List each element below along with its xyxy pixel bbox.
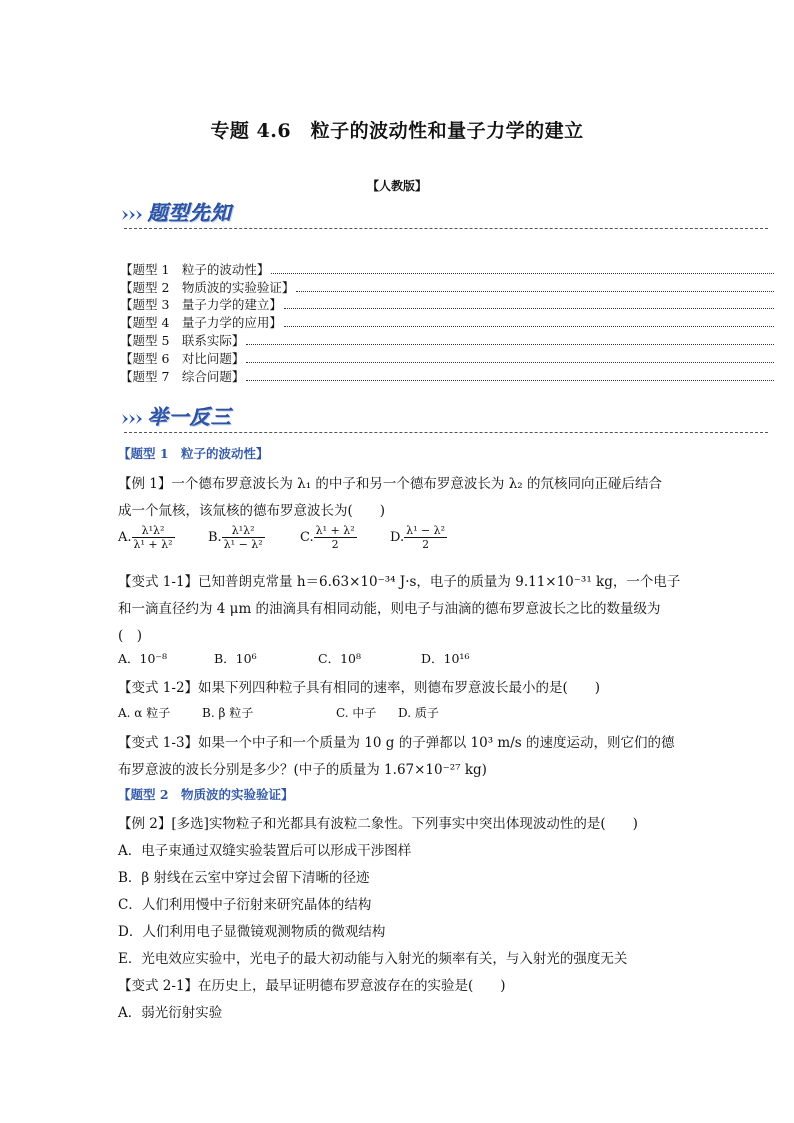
page-title: 专题 4.6 粒子的波动性和量子力学的建立 [210,120,584,142]
question-type-header: 【题型 2 物质波的实验验证】 [118,787,294,802]
variant-1-2-option: C. 中子 [336,706,377,720]
variant-1-1-text: 和一滴直径约为 4 μm 的油滴具有相同动能，则电子与油滴的德布罗意波长之比的数量级为 [118,601,661,617]
section-banner-2 [118,404,768,430]
variant-1-1-option: A．10⁻⁸ [118,651,168,666]
triple-chevron-icon [122,411,148,427]
variant-1-1-option: D．10¹⁶ [421,651,470,666]
toc-item[interactable]: 【题型 4 量子力学的应用】 [120,313,774,331]
leader-dots [246,380,774,381]
variant-1-1-option: B．10⁶ [214,651,257,666]
example-2-text: 【例 2】[多选]实物粒子和光都具有波粒二象性。下列事实中突出体现波动性的是( ) [118,816,638,832]
example-1-text: 成一个氚核，该氚核的德布罗意波长为( ) [118,503,386,519]
toc-item[interactable]: 【题型 7 综合问题】 [120,367,774,385]
toc-item[interactable]: 【题型 5 联系实际】 [120,331,774,349]
example-2-option: A．电子束通过双缝实验装置后可以形成干涉图样 [118,843,412,859]
option-b: B. $\frac{\text{λ¹λ²}}{\text{λ¹ − λ²}}$ [208,524,263,551]
variant-2-1-text: 【变式 2-1】在历史上，最早证明德布罗意波存在的实验是( ) [118,978,506,994]
leader-dots [296,291,774,292]
option-c: C. $\frac{\text{λ¹ + λ²}}{2}$ [300,524,355,551]
table-of-contents [120,260,774,385]
example-2-option: C．人们利用慢中子衍射来研究晶体的结构 [118,897,372,913]
leader-dots [271,273,774,274]
leader-dots [284,308,774,309]
section-banner-1 [118,200,768,226]
toc-item[interactable]: 【题型 3 量子力学的建立】 [120,296,774,314]
option-d: D. $\frac{\text{λ¹ − λ²}}{2}$ [390,524,446,551]
edition-label: 【人教版】 [366,179,427,193]
variant-1-2-option: D. 质子 [398,706,439,720]
variant-1-3-text: 【变式 1-3】如果一个中子和一个质量为 10 g 的子弹都以 10³ m/s 的速度运动，则它们的德 [118,735,675,751]
example-2-option: D．人们利用电子显微镜观测物质的微观结构 [118,924,386,940]
variant-1-1-option: C．10⁸ [318,651,361,666]
fraction: $\frac{\text{λ¹ + λ²}}{2}$ [315,524,355,551]
fraction: $\frac{\text{λ¹λ²}}{\text{λ¹ − λ²}}$ [223,524,263,551]
question-type-header: 【题型 1 粒子的波动性】 [118,446,269,461]
leader-dots [284,326,774,327]
leader-dots [246,344,774,345]
section-divider [124,432,768,433]
variant-1-2-option: A. α 粒子 [118,706,171,720]
variant-1-3-text: 布罗意波的波长分别是多少？(中子的质量为 1.67×10⁻²⁷ kg) [118,762,487,778]
example-2-option: B．β 射线在云室中穿过会留下清晰的径迹 [118,870,370,886]
variant-1-1-text: ( ) [118,628,143,644]
triple-chevron-icon [122,207,148,223]
section-heading: 举一反三 [148,405,232,429]
section-heading: 题型先知 [148,201,232,225]
example-1-text: 【例 1】一个德布罗意波长为 λ₁ 的中子和另一个德布罗意波长为 λ₂ 的氘核同向正碰后结合 [118,476,662,492]
leader-dots [246,362,774,363]
variant-1-2-option: B. β 粒子 [202,706,254,720]
toc-item[interactable]: 【题型 2 物质波的实验验证】 [120,278,774,296]
example-2-option: E．光电效应实验中，光电子的最大初动能与入射光的频率有关，与入射光的强度无关 [118,951,628,967]
fraction: $\frac{\text{λ¹λ²}}{\text{λ¹ + λ²}}$ [133,524,173,551]
option-a: A. $\frac{\text{λ¹λ²}}{\text{λ¹ + λ²}}$ [118,524,173,551]
toc-item[interactable]: 【题型 1 粒子的波动性】 [120,260,774,278]
fraction: $\frac{\text{λ¹ − λ²}}{2}$ [406,524,446,551]
variant-2-1-option: A．弱光衍射实验 [118,1005,223,1021]
section-divider [124,228,768,229]
variant-1-2-text: 【变式 1-2】如果下列四种粒子具有相同的速率，则德布罗意波长最小的是( ) [118,680,601,696]
toc-item[interactable]: 【题型 6 对比问题】 [120,349,774,367]
variant-1-1-text: 【变式 1-1】已知普朗克常量 h＝6.63×10⁻³⁴ J·s，电子的质量为 9.11×10⁻³¹ kg，一个电子 [118,574,681,590]
